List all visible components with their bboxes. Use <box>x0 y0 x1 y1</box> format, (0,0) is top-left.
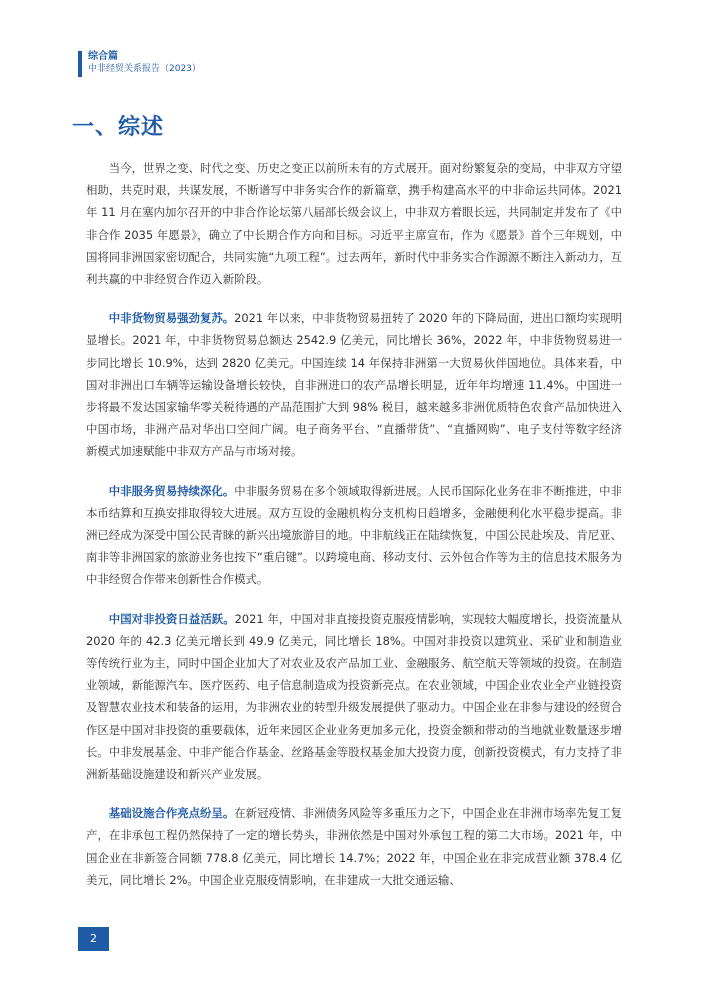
paragraph-text: 2021 年，中国对非直接投资克服疫情影响，实现较大幅度增长，投资流量从 2020 年的 42.3 亿美元增长到 49.9 亿美元，同比增长 18%。中国对非投资以建筑业、采矿业和制造业等传统行业为主，同时中国企业加大了对农业及农产品加工业、金融服务、航空航天等领域的投资。在制造业领域，新能源汽车、医疗医药、电子信息制造成为投资新亮点。在农业领域，中国企业农业全产业链投资及智慧农业技术和装备的运用，为非洲农业的转型升级发展提供了驱动力。中国企业在非参与建设的经贸合作区是中国对非投资的重要载体，近年来园区企业业务更加多元化，投资金额和带动的当地就业数量逐步增长。中非发展基金、中非产能合作基金、丝路基金等股权基金加大投资力度，创新投资模式，有力支持了非洲新基础设施建设和新兴产业发展。 <box>86 611 622 782</box>
paragraph-lead: 中非服务贸易持续深化。 <box>108 483 235 498</box>
header-report-title: 中非经贸关系报告（2023） <box>88 64 201 74</box>
paragraph-goods-trade <box>86 307 622 462</box>
header-accent-bar <box>78 51 82 77</box>
paragraph-lead: 基础设施合作亮点纷呈。 <box>108 806 235 821</box>
paragraph-investment <box>86 608 622 786</box>
paragraph-text: 中非服务贸易在多个领域取得新进展。人民币国际化业务在非不断推进，中非本币结算和互换安排取得较大进展。双方互设的金融机构分支机构日趋增多，金融便利化水平稳步提高。非洲已经成为深受中国公民青睐的新兴出境旅游目的地。中非航线正在陆续恢复，中国公民赴埃及、肯尼亚、南非等非洲国家的旅游业务也按下“重启键”。以跨境电商、移动支付、云外包合作等为主的信息技术服务为中非经贸合作带来创新性合作模式。 <box>86 483 622 587</box>
paragraph-lead: 中国对非投资日益活跃。 <box>108 611 235 626</box>
header-text <box>88 50 201 77</box>
paragraph-text: 在新冠疫情、非洲债务风险等多重压力之下，中国企业在非洲市场率先复工复产，在非承包工程仍然保持了一定的增长势头，非洲依然是中国对外承包工程的第二大市场。2021 年，中国企业在非新签合同额 778.8 亿美元，同比增长 14.7%；2022 年，中国企业在非完成营业额 378.4 亿美元，同比增长 2%。中国企业克服疫情影响，在非建成一大批交通运输、 <box>86 806 622 887</box>
paragraph-services-trade <box>86 480 622 591</box>
paragraph-infrastructure <box>86 802 622 891</box>
page-number: 2 <box>78 927 109 951</box>
section-title: 一、综述 <box>72 115 165 140</box>
body-text <box>86 157 622 908</box>
running-header <box>78 50 201 77</box>
paragraph-text: 当今，世界之变、时代之变、历史之变正以前所未有的方式展开。面对纷繁复杂的变局，中非双方守望相助，共克时艰，共谋发展，不断谱写中非务实合作的新篇章，携手构建高水平的中非命运共同体。2021 年 11 月在塞内加尔召开的中非合作论坛第八届部长级会议上，中非双方着眼长远，共同制定并发布了《中非合作 2035 年愿景》，确立了中长期合作方向和目标。习近平主席宣布，作为《愿景》首个三年规划，中国将同非洲国家密切配合，共同实施“九项工程”。过去两年，新时代中非务实合作源源不断注入新动力，互利共赢的中非经贸合作迈入新阶段。 <box>86 161 622 287</box>
paragraph-text: 2021 年以来，中非货物贸易扭转了 2020 年的下降局面，进出口额均实现明显增长。2021 年，中非货物贸易总额达 2542.9 亿美元，同比增长 36%，2022 年，中非货物贸易进一步同比增长 10.9%，达到 2820 亿美元。中国连续 14 年保持非洲第一大贸易伙伴国地位。具体来看，中国对非洲出口车辆等运输设备增长较快，自非洲进口的农产品增长明显，近年年均增速 11.4%。中国进一步将最不发达国家输华零关税待遇的产品范围扩大到 98% 税目，越来越多非洲优质特色农食产品加快进入中国市场，非洲产品对华出口空间广阔。电子商务平台、“直播带货”、“直播网购”、电子支付等数字经济新模式加速赋能中非双方产品与市场对接。 <box>86 311 622 459</box>
paragraph-lead: 中非货物贸易强劲复苏。 <box>108 311 235 326</box>
paragraph-intro <box>86 157 622 290</box>
header-section-name: 综合篇 <box>88 51 118 62</box>
